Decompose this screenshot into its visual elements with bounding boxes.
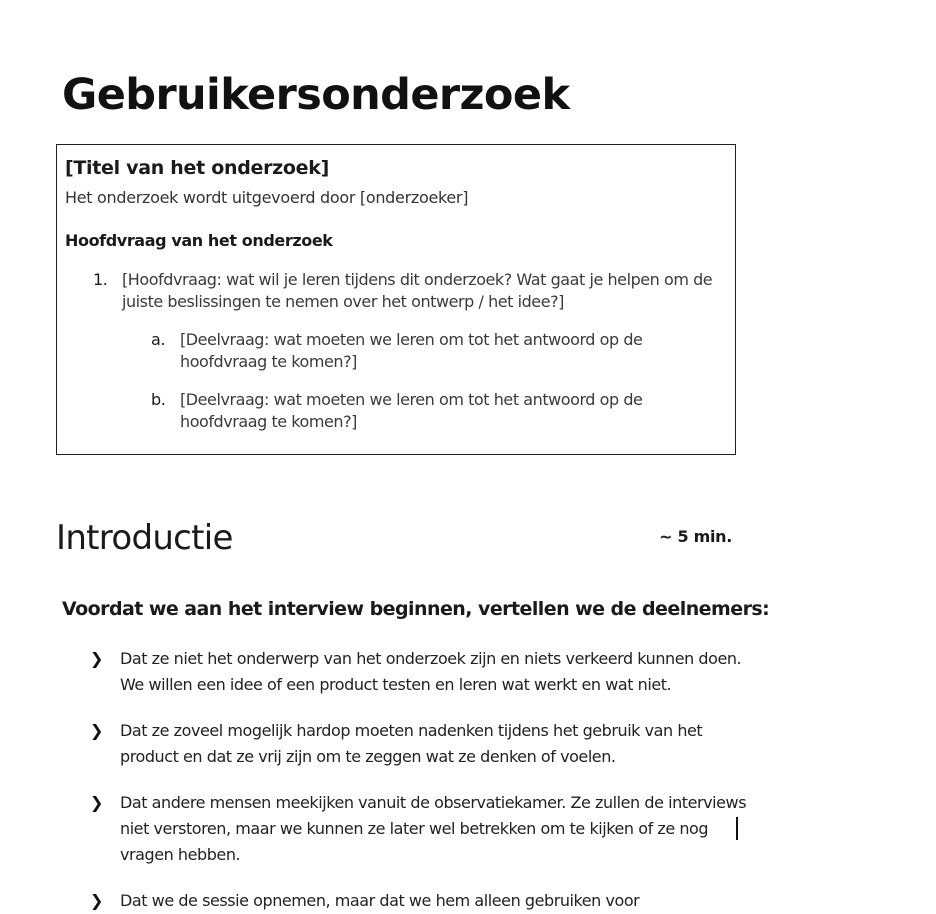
list-item-text: Dat ze niet het onderwerp van het onderzoek zijn en niets verkeerd kunnen doen. We willen een idee of een product testen en leren wat werkt en wat niet. xyxy=(120,649,742,694)
section-duration: ~ 5 min. xyxy=(659,527,732,546)
chevron-right-icon: ❯ xyxy=(90,721,103,740)
main-question-heading: Hoofdvraag van het onderzoek xyxy=(65,231,333,250)
study-title: [Titel van het onderzoek] xyxy=(65,157,329,179)
document-title: Gebruikersonderzoek xyxy=(62,70,570,120)
main-question-text: [Hoofdvraag: wat wil je leren tijdens dit onderzoek? Wat gaat je helpen om de juiste beslissingen te nemen over het ontwerp / het idee?] xyxy=(122,270,713,311)
section-heading-introduction: Introductie xyxy=(56,518,233,558)
sub-question-text: [Deelvraag: wat moeten we leren om tot het antwoord op de hoofdvraag te komen?] xyxy=(180,330,643,371)
intro-lead-text: Voordat we aan het interview beginnen, vertellen we de deelnemers: xyxy=(62,598,770,620)
sub-question-text: [Deelvraag: wat moeten we leren om tot het antwoord op de hoofdvraag te komen?] xyxy=(180,390,643,431)
list-item-text: Dat andere mensen meekijken vanuit de observatiekamer. Ze zullen de interviews niet verstoren, maar we kunnen ze later wel betrekken om te kijken of ze nog vragen hebben. xyxy=(120,793,747,864)
study-byline: Het onderzoek wordt uitgevoerd door [onderzoeker] xyxy=(65,188,469,207)
list-number: 1. xyxy=(93,270,108,289)
list-item-text: Dat ze zoveel mogelijk hardop moeten nadenken tijdens het gebruik van het product en dat ze vrij zijn om te zeggen wat ze denken of voelen. xyxy=(120,721,703,766)
chevron-right-icon: ❯ xyxy=(90,891,103,910)
chevron-right-icon: ❯ xyxy=(90,793,103,812)
chevron-right-icon: ❯ xyxy=(90,649,103,668)
text-cursor xyxy=(736,817,738,840)
list-letter: b. xyxy=(151,390,166,409)
list-item-text: Dat we de sessie opnemen, maar dat we hem alleen gebruiken voor xyxy=(120,891,640,910)
study-summary-box xyxy=(56,144,736,455)
list-letter: a. xyxy=(151,330,165,349)
